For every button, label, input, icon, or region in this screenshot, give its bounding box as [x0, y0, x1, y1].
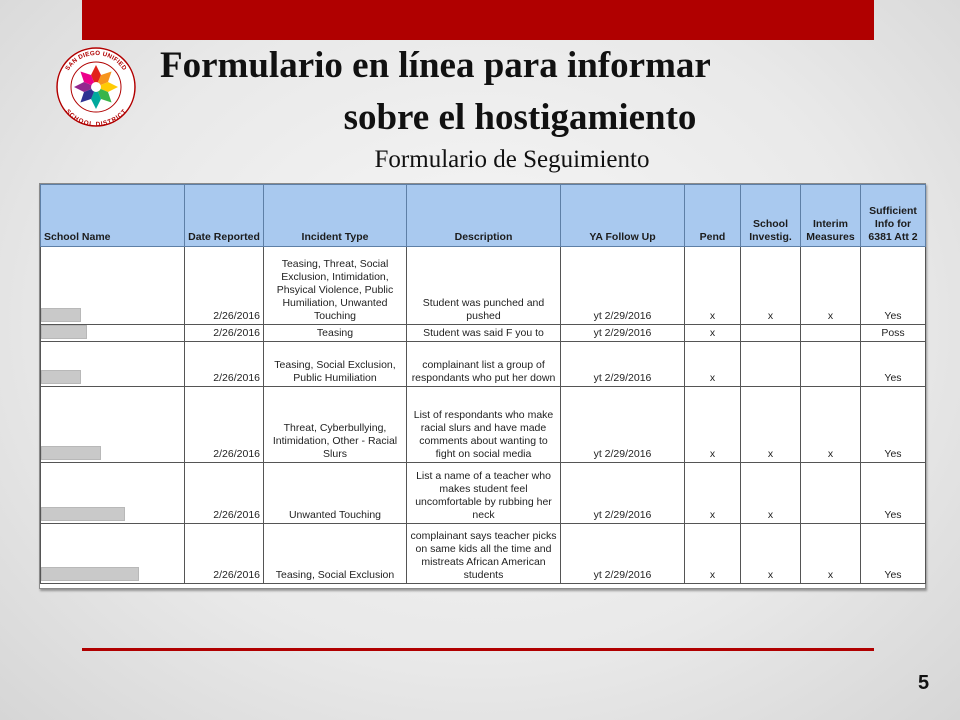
date-cell: 2/26/2016 [185, 325, 264, 342]
school-name-cell [41, 247, 185, 325]
school-investig-cell: x [741, 524, 801, 584]
logo-text-bottom: SCHOOL DISTRICT [64, 108, 128, 128]
school-investig-cell: x [741, 463, 801, 524]
description-cell: Student was said F you to [407, 325, 561, 342]
incident-type-cell: Teasing, Threat, Social Exclusion, Intimidation, Phsyical Violence, Public Humiliation, Unwanted Touching [264, 247, 407, 325]
redacted-school-name [41, 325, 87, 339]
school-investig-cell: x [741, 247, 801, 325]
interim-measures-cell [801, 342, 861, 387]
pend-cell: x [685, 524, 741, 584]
description-cell: complainant list a group of respondants who put her down [407, 342, 561, 387]
column-header: Date Reported [185, 185, 264, 247]
column-header: Pend [685, 185, 741, 247]
sufficient-info-cell: Yes [861, 524, 926, 584]
interim-measures-cell: x [801, 387, 861, 463]
bottom-divider [82, 648, 874, 651]
page-number: 5 [918, 672, 930, 694]
page-subtitle: Formulario de Seguimiento [374, 146, 650, 173]
incident-type-cell: Threat, Cyberbullying, Intimidation, Other - Racial Slurs [264, 387, 407, 463]
description-cell: Student was punched and pushed [407, 247, 561, 325]
follow-up-spreadsheet [39, 183, 926, 589]
logo-text-top: SAN DIEGO UNIFIED [64, 49, 128, 72]
school-name-cell [41, 342, 185, 387]
table-row [41, 387, 926, 463]
column-header: Description [407, 185, 561, 247]
pend-cell: x [685, 325, 741, 342]
page-title-line-2: sobre el hostigamiento [343, 97, 697, 138]
date-cell: 2/26/2016 [185, 342, 264, 387]
redacted-school-name [41, 446, 101, 460]
redacted-school-name [41, 308, 81, 322]
column-header: YA Follow Up [561, 185, 685, 247]
redacted-school-name [41, 507, 125, 521]
follow-up-cell: yt 2/29/2016 [561, 247, 685, 325]
follow-up-cell: yt 2/29/2016 [561, 387, 685, 463]
school-name-cell [41, 463, 185, 524]
incident-type-cell: Teasing [264, 325, 407, 342]
description-cell: List of respondants who make racial slurs and have made comments about wanting to fight on social media [407, 387, 561, 463]
column-header: School Investig. [741, 185, 801, 247]
incident-type-cell: Unwanted Touching [264, 463, 407, 524]
table-row [41, 325, 926, 342]
sufficient-info-cell: Yes [861, 247, 926, 325]
date-cell: 2/26/2016 [185, 524, 264, 584]
school-name-cell [41, 387, 185, 463]
follow-up-cell: yt 2/29/2016 [561, 463, 685, 524]
table-row [41, 342, 926, 387]
follow-up-table [40, 184, 926, 584]
interim-measures-cell [801, 463, 861, 524]
redacted-school-name [41, 370, 81, 384]
follow-up-cell: yt 2/29/2016 [561, 325, 685, 342]
interim-measures-cell: x [801, 247, 861, 325]
top-accent-bar [82, 0, 874, 40]
school-investig-cell [741, 342, 801, 387]
sufficient-info-cell: Poss [861, 325, 926, 342]
school-name-cell [41, 524, 185, 584]
sufficient-info-cell: Yes [861, 463, 926, 524]
school-name-cell [41, 325, 185, 342]
pend-cell: x [685, 387, 741, 463]
incident-type-cell: Teasing, Social Exclusion, Public Humiliation [264, 342, 407, 387]
description-cell: complainant says teacher picks on same kids all the time and mistreats African American students [407, 524, 561, 584]
column-header: Interim Measures [801, 185, 861, 247]
table-row [41, 247, 926, 325]
incident-type-cell: Teasing, Social Exclusion [264, 524, 407, 584]
pend-cell: x [685, 247, 741, 325]
column-header: Sufficient Info for 6381 Att 2 [861, 185, 926, 247]
date-cell: 2/26/2016 [185, 463, 264, 524]
interim-measures-cell: x [801, 524, 861, 584]
date-cell: 2/26/2016 [185, 247, 264, 325]
sufficient-info-cell: Yes [861, 387, 926, 463]
redacted-school-name [41, 567, 139, 581]
date-cell: 2/26/2016 [185, 387, 264, 463]
school-investig-cell [741, 325, 801, 342]
column-header: School Name [41, 185, 185, 247]
pend-cell: x [685, 463, 741, 524]
sufficient-info-cell: Yes [861, 342, 926, 387]
description-cell: List a name of a teacher who makes student feel uncomfortable by rubbing her neck [407, 463, 561, 524]
follow-up-cell: yt 2/29/2016 [561, 524, 685, 584]
school-investig-cell: x [741, 387, 801, 463]
table-row [41, 463, 926, 524]
column-header: Incident Type [264, 185, 407, 247]
follow-up-cell: yt 2/29/2016 [561, 342, 685, 387]
interim-measures-cell [801, 325, 861, 342]
page-title-line-1: Formulario en línea para informar [160, 45, 711, 86]
table-row [41, 524, 926, 584]
pend-cell: x [685, 342, 741, 387]
